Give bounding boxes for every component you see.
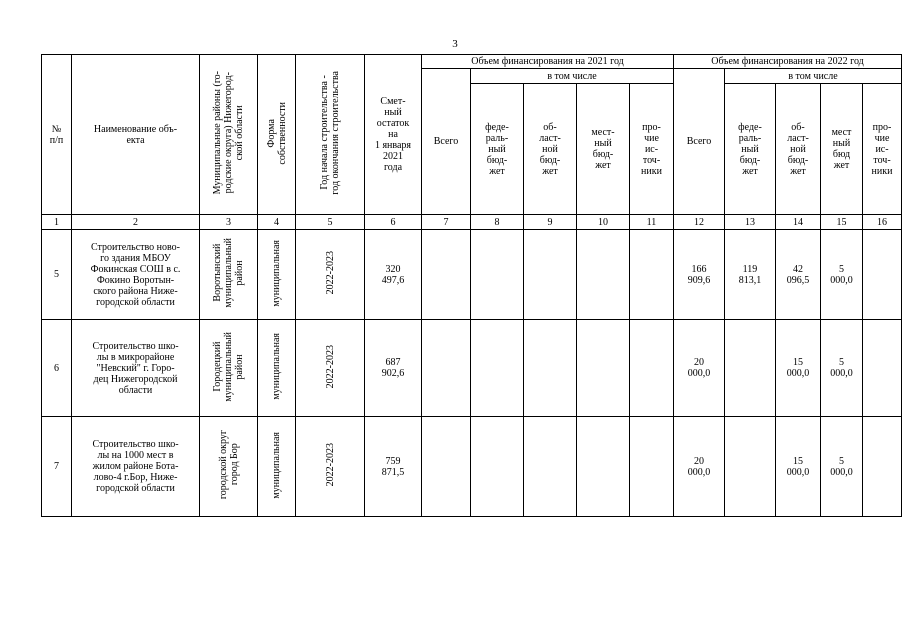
ownership: муниципальная	[258, 320, 296, 417]
other-2021	[630, 417, 674, 517]
district: городской округ город Бор	[200, 417, 258, 517]
local-2021	[577, 320, 630, 417]
column-number: 12	[674, 215, 725, 230]
header-local-2022: мест ный бюд жет	[821, 84, 863, 215]
column-number: 13	[725, 215, 776, 230]
header-including-2021: в том числе	[471, 69, 674, 84]
federal-2022: 119 813,1	[725, 230, 776, 320]
column-number: 5	[296, 215, 365, 230]
column-number: 1	[42, 215, 72, 230]
regional-2021	[524, 230, 577, 320]
header-fin-2021: Объем финансирования на 2021 год	[422, 55, 674, 69]
header-total-2022: Всего	[674, 69, 725, 215]
object-name: Строительство шко- лы в микрорайоне "Невский" г. Горо- дец Нижегородской области	[72, 320, 200, 417]
row-number: 5	[42, 230, 72, 320]
federal-2021	[471, 320, 524, 417]
table-row	[42, 230, 902, 320]
period: 2022-2023	[296, 320, 365, 417]
header-regional-2022: об- ласт- ной бюд- жет	[776, 84, 821, 215]
balance: 320 497,6	[365, 230, 422, 320]
header-fin-2022: Объем финансирования на 2022 год	[674, 55, 902, 69]
row-number: 6	[42, 320, 72, 417]
header-including-2022: в том числе	[725, 69, 902, 84]
header-local-2021: мест- ный бюд- жет	[577, 84, 630, 215]
district: Воротынский муниципальный район	[200, 230, 258, 320]
total-2021	[422, 417, 471, 517]
other-2021	[630, 230, 674, 320]
district: Городецкий муниципальный район	[200, 320, 258, 417]
table-row	[42, 320, 902, 417]
local-2021	[577, 230, 630, 320]
federal-2022	[725, 417, 776, 517]
object-name: Строительство шко- лы на 1000 мест в жилом районе Бота- лово-4 г.Бор, Ниже- городской области	[72, 417, 200, 517]
total-2022: 166 909,6	[674, 230, 725, 320]
column-number: 8	[471, 215, 524, 230]
period: 2022-2023	[296, 230, 365, 320]
column-number: 3	[200, 215, 258, 230]
column-number: 2	[72, 215, 200, 230]
total-2021	[422, 230, 471, 320]
header-other-2022: про- чие ис- точ- ники	[863, 84, 902, 215]
total-2022: 20 000,0	[674, 417, 725, 517]
header-federal-2022: феде- раль- ный бюд- жет	[725, 84, 776, 215]
column-number: 7	[422, 215, 471, 230]
regional-2022: 15 000,0	[776, 417, 821, 517]
object-name: Строительство ново- го здания МБОУ Фокинская СОШ в с. Фокино Воротын- ского района Ниже- городской области	[72, 230, 200, 320]
column-number: 10	[577, 215, 630, 230]
local-2022: 5 000,0	[821, 230, 863, 320]
header-ownership: Форма собственности	[258, 55, 296, 215]
other-2022	[863, 320, 902, 417]
table-row	[42, 417, 902, 517]
balance: 759 871,5	[365, 417, 422, 517]
regional-2021	[524, 320, 577, 417]
federal-2021	[471, 417, 524, 517]
row-number: 7	[42, 417, 72, 517]
regional-2021	[524, 417, 577, 517]
other-2022	[863, 417, 902, 517]
ownership: муниципальная	[258, 417, 296, 517]
header-total-2021: Всего	[422, 69, 471, 215]
column-number: 4	[258, 215, 296, 230]
header-row-1	[42, 55, 902, 69]
column-number: 14	[776, 215, 821, 230]
column-number: 16	[863, 215, 902, 230]
column-number: 15	[821, 215, 863, 230]
period: 2022-2023	[296, 417, 365, 517]
total-2021	[422, 320, 471, 417]
page-number: 3	[452, 38, 458, 50]
federal-2022	[725, 320, 776, 417]
header-balance: Смет- ный остаток на 1 января 2021 года	[365, 55, 422, 215]
column-number: 11	[630, 215, 674, 230]
regional-2022: 42 096,5	[776, 230, 821, 320]
local-2022: 5 000,0	[821, 320, 863, 417]
header-other-2021: про- чие ис- точ- ники	[630, 84, 674, 215]
local-2021	[577, 417, 630, 517]
header-name: Наименование объ- екта	[72, 55, 200, 215]
column-number: 6	[365, 215, 422, 230]
column-number: 9	[524, 215, 577, 230]
header-no: № п/п	[42, 55, 72, 215]
other-2021	[630, 320, 674, 417]
header-period: Год начала строительства - год окончания строительства	[296, 55, 365, 215]
ownership: муниципальная	[258, 230, 296, 320]
column-numbers-row	[42, 215, 902, 230]
header-regional-2021: об- ласт- ной бюд- жет	[524, 84, 577, 215]
financing-table	[41, 54, 902, 517]
local-2022: 5 000,0	[821, 417, 863, 517]
regional-2022: 15 000,0	[776, 320, 821, 417]
total-2022: 20 000,0	[674, 320, 725, 417]
balance: 687 902,6	[365, 320, 422, 417]
header-district: Муниципальные районы (го- родские округа) Нижегород- ской области	[200, 55, 258, 215]
other-2022	[863, 230, 902, 320]
header-federal-2021: феде- раль- ный бюд- жет	[471, 84, 524, 215]
federal-2021	[471, 230, 524, 320]
